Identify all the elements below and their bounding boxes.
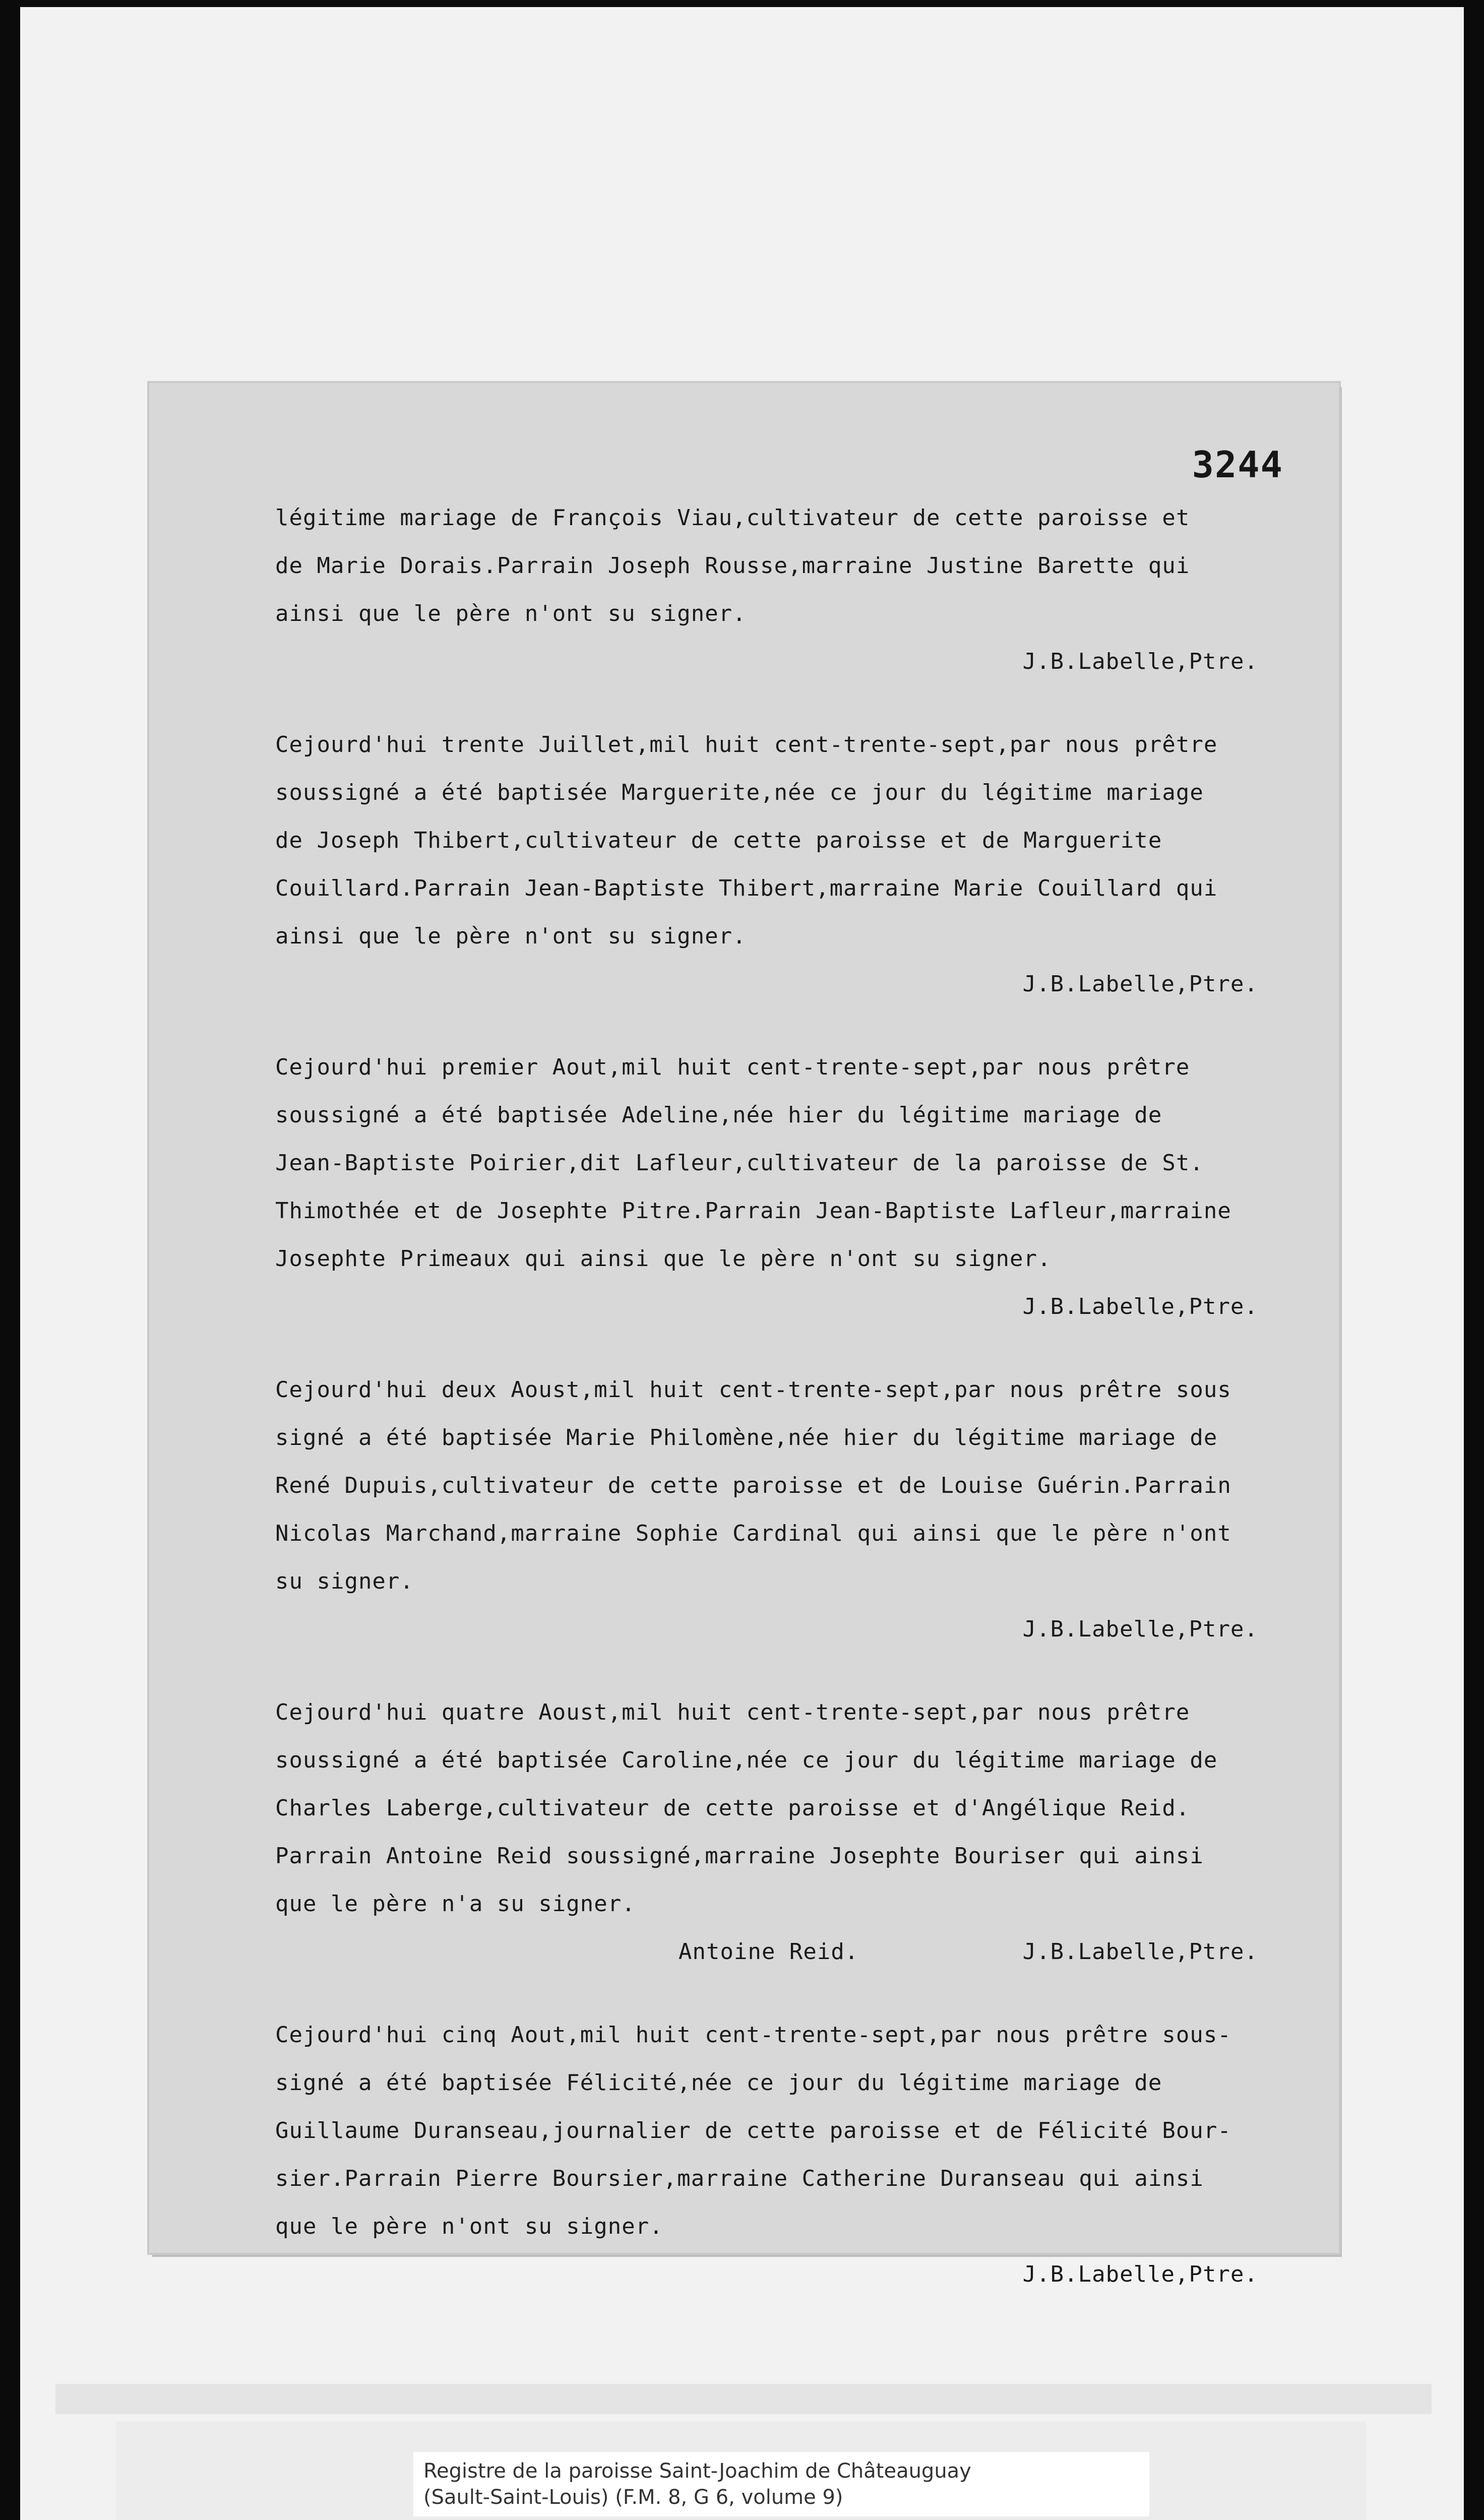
film-border-left: [0, 0, 20, 2520]
baptism-entry-5: [275, 1688, 1298, 1976]
entry-line: soussigné a été baptisée Adeline,née hier du légitime mariage de: [275, 1102, 1162, 1128]
entry-line: Cejourd'hui quatre Aoust,mil huit cent-trente-sept,par nous prêtre: [275, 1699, 1190, 1725]
entry-line: soussigné a été baptisée Marguerite,née ce jour du légitime mariage: [275, 780, 1204, 805]
film-border-top: [0, 0, 1484, 7]
entry-line: ainsi que le père n'ont su signer.: [275, 923, 747, 949]
film-border-right: [1464, 0, 1484, 2520]
register-text: [275, 494, 1298, 2298]
entry-line: sier.Parrain Pierre Boursier,marraine Catherine Duranseau qui ainsi: [275, 2166, 1204, 2191]
baptism-entry-4: [275, 1366, 1298, 1653]
entry-line: Cejourd'hui deux Aoust,mil huit cent-trente-sept,par nous prêtre sous: [275, 1377, 1231, 1403]
signature-row: [275, 1928, 1298, 1976]
entry-line: légitime mariage de François Viau,cultivateur de cette paroisse et: [275, 505, 1190, 531]
register-reference: (Sault-Saint-Louis) (F.M. 8, G 6, volume 9): [423, 2486, 843, 2509]
entry-line: Parrain Antoine Reid soussigné,marraine Josephte Bouriser qui ainsi: [275, 1843, 1204, 1869]
entry-line: Cejourd'hui cinq Aout,mil huit cent-trente-sept,par nous prêtre sous-: [275, 2022, 1231, 2048]
priest-signature: J.B.Labelle,Ptre.: [1022, 649, 1258, 674]
priest-signature: J.B.Labelle,Ptre.: [1022, 1294, 1258, 1319]
entry-line: que le père n'ont su signer.: [275, 2214, 663, 2239]
priest-signature: J.B.Labelle,Ptre.: [1022, 1616, 1258, 1642]
witness-signature: Antoine Reid.: [678, 1939, 859, 1965]
entry-line: ainsi que le père n'ont su signer.: [275, 601, 747, 626]
register-reference-label: [413, 2452, 1149, 2516]
entry-line: de Joseph Thibert,cultivateur de cette paroisse et de Marguerite: [275, 828, 1162, 853]
register-title: Registre de la paroisse Saint-Joachim de Châteauguay: [423, 2460, 971, 2483]
entry-line: signé a été baptisée Marie Philomène,née hier du légitime mariage de: [275, 1425, 1218, 1451]
entry-line: Couillard.Parrain Jean-Baptiste Thibert,marraine Marie Couillard qui: [275, 875, 1218, 901]
entry-line: Cejourd'hui trente Juillet,mil huit cent-trente-sept,par nous prêtre: [275, 732, 1218, 758]
entry-line: Charles Laberge,cultivateur de cette paroisse et d'Angélique Reid.: [275, 1795, 1190, 1821]
entry-line: René Dupuis,cultivateur de cette paroisse et de Louise Guérin.Parrain: [275, 1473, 1231, 1498]
baptism-entry-3: [275, 1043, 1298, 1331]
priest-signature: J.B.Labelle,Ptre.: [1022, 1939, 1258, 1965]
page-number: 3244: [1192, 444, 1283, 486]
entry-line: su signer.: [275, 1568, 414, 1594]
baptism-entry-2: [275, 721, 1298, 1008]
baptism-entry-1: [275, 494, 1298, 685]
archive-label-card: [116, 2422, 1366, 2520]
entry-line: Thimothée et de Josephte Pitre.Parrain Jean-Baptiste Lafleur,marraine: [275, 1198, 1231, 1224]
entry-line: de Marie Dorais.Parrain Joseph Rousse,marraine Justine Barette qui: [275, 553, 1190, 579]
entry-line: que le père n'a su signer.: [275, 1891, 636, 1917]
priest-signature: J.B.Labelle,Ptre.: [1022, 971, 1258, 997]
mounting-tape: [55, 2384, 1432, 2414]
entry-line: signé a été baptisée Félicité,née ce jour du légitime mariage de: [275, 2070, 1162, 2096]
baptism-entry-6: [275, 2011, 1298, 2298]
entry-line: Guillaume Duranseau,journalier de cette paroisse et de Félicité Bour-: [275, 2118, 1231, 2144]
entry-line: Jean-Baptiste Poirier,dit Lafleur,cultivateur de la paroisse de St.: [275, 1150, 1204, 1176]
entry-line: soussigné a été baptisée Caroline,née ce jour du légitime mariage de: [275, 1747, 1218, 1773]
entry-line: Josephte Primeaux qui ainsi que le père n'ont su signer.: [275, 1246, 1052, 1272]
priest-signature: J.B.Labelle,Ptre.: [1022, 2261, 1258, 2287]
entry-line: Nicolas Marchand,marraine Sophie Cardinal qui ainsi que le père n'ont: [275, 1521, 1231, 1546]
entry-line: Cejourd'hui premier Aout,mil huit cent-trente-sept,par nous prêtre: [275, 1054, 1190, 1080]
register-page: [149, 383, 1339, 2287]
